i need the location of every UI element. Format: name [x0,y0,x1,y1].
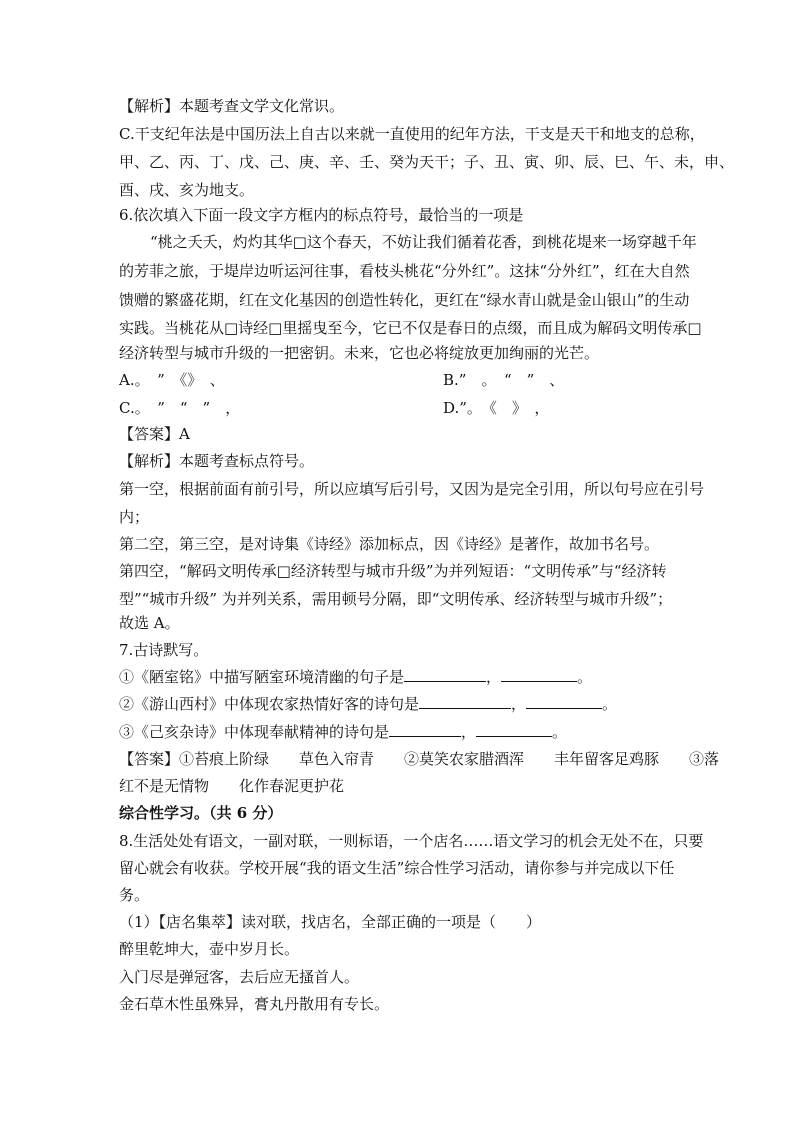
recite-item-3 [119,722,567,742]
period: 。 [552,723,568,741]
recite-prompt: ②《游山西村》中体现农家热情好客的诗句是 [119,695,420,713]
recite-item-2 [119,694,617,714]
answer-blank[interactable] [404,667,486,682]
option-b: B.” 。 “ ” 、 [443,371,565,389]
analysis-heading-1: 【解析】本题考查文学文化常识。 [119,97,345,115]
analysis-line: 第四空，“解码文明传承□经济转型与城市升级”为并列短语：“文明传承”与“经济转 [119,562,667,580]
question-8-line: 留心就会有收获。学校开展“我的语文生活”综合性学习活动，请你参与并完成以下任 [119,859,675,877]
question-8-line: 务。 [119,886,150,904]
passage-line: 经济转型与城市升级的一把密钥。未来，它也必将绽放更加绚丽的光芒。 [119,344,600,362]
passage-line: 的芳菲之旅，于堤岸边听运河往事，看枝头桃花“分外红”。这抹“分外红”，红在大自然 [119,262,690,280]
answer-blank[interactable] [476,722,552,737]
couplet-1: 醉里乾坤大，壶中岁月长。 [119,940,300,958]
answer-blank[interactable] [526,694,602,709]
period: 。 [577,668,593,686]
period: 。 [602,695,618,713]
option-a: A.。 ” 《》 、 [119,371,225,389]
recite-item-1 [119,667,592,687]
answer-blank[interactable] [501,667,577,682]
question-6-title: 6.依次填入下面一段文字方框内的标点符号，最恰当的一项是 [119,206,524,224]
couplet-3: 金石草木性虽殊异，膏丸丹散用有专长。 [119,995,390,1013]
question-7-title: 7.古诗默写。 [119,641,209,659]
analysis-line: 内； [119,508,150,526]
sub-question-1: （1）【店名集萃】读对联，找店名，全部正确的一项是（ ） [119,913,542,931]
comma: ， [486,668,502,686]
option-c: C.。 ” “ ” ， [119,399,241,417]
analysis-heading-2: 【解析】本题考查标点符号。 [119,452,315,470]
passage-line: “桃之夭夭，灼灼其华□这个春天，不妨让我们循着花香，到桃花堤来一场穿越千年 [150,233,697,251]
question-8-line: 8.生活处处有语文，一副对联，一则标语，一个店名……语文学习的机会无处不在，只要 [119,832,704,850]
answer-7-cont: 红不是无情物 化作春泥更护花 [119,777,345,795]
passage-line: 馈赠的繁盛花期，红在文化基因的创造性转化，更红在“绿水青山就是金山银山”的生动 [119,291,690,309]
answer-7: 【答案】①苔痕上阶绿 草色入帘青 ②莫笑农家腊酒浑 丰年留客足鸡豚 ③落 [119,750,720,768]
answer-6: 【答案】A [119,425,190,443]
option-d: D.”。 《 》 ， [443,399,550,417]
answer-blank[interactable] [389,722,461,737]
analysis-line: 第一空，根据前面有前引号，所以应填写后引号，又因为是完全引用，所以句号应在引号 [119,480,705,498]
recite-prompt: ①《陋室铭》中描写陋室环境清幽的句子是 [119,668,405,686]
comma: ， [461,723,477,741]
passage-line: 实践。当桃花从□诗经□里摇曳至今，它已不仅是春日的点缀，而且成为解码文明传承□ [119,319,702,337]
paragraph-line: 酉、戌、亥为地支。 [119,181,255,199]
analysis-line: 型”“城市升级” 为并列关系，需用顿号分隔，即“文明传承、经济转型与城市升级”； [119,590,673,608]
comma: ， [511,695,527,713]
analysis-line: 第二空，第三空，是对诗集《诗经》添加标点，因《诗经》是著作，故加书名号。 [119,535,660,553]
answer-blank[interactable] [419,694,511,709]
recite-prompt: ③《己亥杂诗》中体现奉献精神的诗句是 [119,723,390,741]
analysis-line: 故选 A。 [119,614,180,632]
couplet-2: 入门尽是弹冠客，去后应无搔首人。 [119,968,360,986]
section-heading: 综合性学习。（共 6 分） [119,804,283,822]
paragraph-line: 甲、乙、丙、丁、戊、己、庚、辛、壬、癸为天干；子、丑、寅、卯、辰、巳、午、未，申、 [119,153,735,171]
paragraph-line: C.干支纪年法是中国历法上自古以来就一直使用的纪年方法，干支是天干和地支的总称， [119,125,705,143]
